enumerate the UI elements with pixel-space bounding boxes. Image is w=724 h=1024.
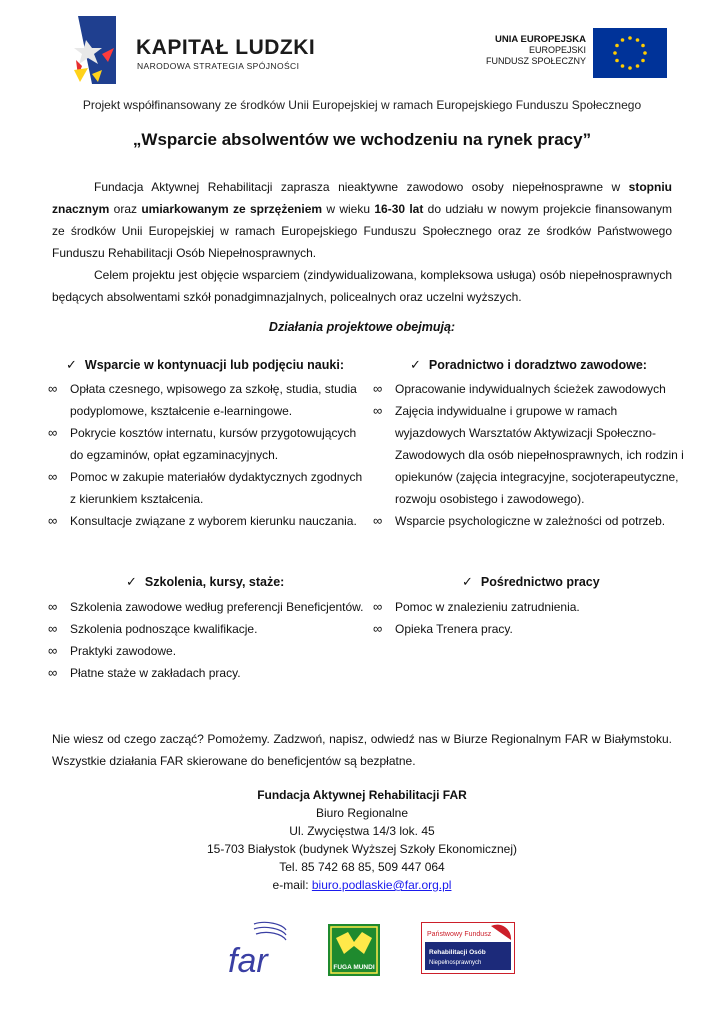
eu-star-icon <box>615 44 619 48</box>
list-item <box>48 466 366 510</box>
list-item <box>373 618 691 640</box>
training-list <box>48 596 366 684</box>
pfron-line-3: Niepełnosprawnych <box>429 960 482 966</box>
intro-emphasis: umiarkowanym ze sprzężeniem <box>141 202 323 216</box>
eu-line-2: EUROPEJSKI <box>528 45 586 55</box>
eu-flag-icon <box>593 28 667 78</box>
contact-email-link[interactable]: biuro.podlaskie@far.org.pl <box>311 878 452 892</box>
list-item-text: Konsultacje związane z wyborem kierunku nauczania. <box>70 514 357 528</box>
infinity-bullet-icon: ∞ <box>373 599 383 614</box>
list-item <box>48 618 366 640</box>
infinity-bullet-icon: ∞ <box>48 425 58 440</box>
eu-star-icon <box>615 59 619 63</box>
list-item-text: Szkolenia podnoszące kwalifikacje. <box>70 622 258 636</box>
contact-office: Biuro Regionalne <box>315 806 409 820</box>
outro-paragraph: Nie wiesz od czego zacząć? Pomożemy. Zadzwoń, napisz, odwiedź nas w Biurze Regionalnym FAR w Białymstoku. Wszystkie działania FAR skierowane do beneficjentów są bezpłatne. <box>52 732 672 768</box>
contact-phone: Tel. 85 742 68 85, 509 447 064 <box>279 860 445 874</box>
list-item-text: Pomoc w znalezieniu zatrudnienia. <box>395 600 580 614</box>
infinity-bullet-icon: ∞ <box>373 513 383 528</box>
list-item-text: Opłata czesnego, wpisowego za szkołę, studia, studia podyplomowe, kształcenie e-learningowe. <box>70 382 357 418</box>
list-item <box>373 510 691 532</box>
eu-star-icon <box>621 38 625 42</box>
infinity-bullet-icon: ∞ <box>48 469 58 484</box>
eu-star-icon <box>636 38 640 42</box>
checkmark-icon: ✓ <box>410 357 421 372</box>
pfron-line-2: Rehabilitacji Osób <box>429 949 486 956</box>
list-item-text: Płatne staże w zakładach pracy. <box>70 666 241 680</box>
contact-street: Ul. Zwycięstwa 14/3 lok. 45 <box>289 824 435 838</box>
actions-heading: Działania projektowe obejmują: <box>268 320 456 334</box>
intro-text: Fundacja Aktywnej Rehabilitacji zaprasza nieaktywne zawodowo osoby niepełnosprawne w <box>94 180 629 194</box>
intro-text: do udziału w nowym projekcie finansowanym ze środków Unii Europejskiej w ramach Europejskiego Funduszu Społecznego oraz ze środków Państwowego Funduszu Rehabilitacji Osób Niepełnosprawnych. <box>52 202 673 260</box>
fuga-logo-text: FUGA MUNDI <box>333 964 375 971</box>
education-list <box>48 378 366 532</box>
list-item-text: Pokrycie kosztów internatu, kursów przygotowujących do egzaminów, opłat egzaminacyjnych. <box>70 426 357 462</box>
section-heading-counseling <box>410 357 647 373</box>
section-heading-education <box>66 357 344 373</box>
eu-star-icon <box>641 59 645 63</box>
intro-emphasis: stopniu znacznym <box>52 180 672 216</box>
checkmark-icon: ✓ <box>462 574 473 589</box>
infinity-bullet-icon: ∞ <box>48 513 58 528</box>
page-title: „Wsparcie absolwentów we wchodzeniu na rynek pracy” <box>132 130 592 149</box>
contact-email-line <box>0 876 724 894</box>
cofinancing-note: Projekt współfinansowany ze środków Unii Europejskiej w ramach Europejskiego Funduszu Społecznego <box>82 98 642 112</box>
kapital-ludzki-logo-icon <box>72 14 120 86</box>
list-item <box>373 596 691 618</box>
fuga-mundi-logo-icon <box>328 924 380 976</box>
list-item-text: Praktyki zawodowe. <box>70 644 177 658</box>
list-item-text: Szkolenia zawodowe według preferencji Beneficjentów. <box>70 600 364 614</box>
infinity-bullet-icon: ∞ <box>373 403 383 418</box>
pfron-line-1: Państwowy Fundusz <box>427 931 492 938</box>
eu-star-icon <box>628 36 632 40</box>
list-item-text: Opracowanie indywidualnych ścieżek zawodowych <box>395 382 666 396</box>
list-item <box>48 596 366 618</box>
list-item <box>48 640 366 662</box>
list-item-text: Opieka Trenera pracy. <box>395 622 513 636</box>
intro-text: oraz <box>109 202 142 216</box>
list-item <box>373 378 691 400</box>
section-heading-label: Wsparcie w kontynuacji lub podjęciu nauki: <box>84 358 344 372</box>
logo-subtitle: NARODOWA STRATEGIA SPÓJNOŚCI <box>137 61 300 71</box>
section-heading-label: Pośrednictwo pracy <box>480 575 600 589</box>
contact-email-label: e-mail: <box>272 878 312 892</box>
intro-text: w wieku <box>322 202 375 216</box>
checkmark-icon: ✓ <box>126 574 137 589</box>
eu-line-3: FUNDUSZ SPOŁECZNY <box>485 56 586 66</box>
logo-title: KAPITAŁ LUDZKI <box>136 36 316 59</box>
infinity-bullet-icon: ∞ <box>373 381 383 396</box>
list-item <box>373 400 691 510</box>
intro-paragraph-1 <box>52 176 672 264</box>
infinity-bullet-icon: ∞ <box>48 599 58 614</box>
eu-star-icon <box>641 44 645 48</box>
placement-list <box>373 596 691 640</box>
eu-star-icon <box>613 51 617 55</box>
section-heading-label: Szkolenia, kursy, staże: <box>144 575 285 589</box>
infinity-bullet-icon: ∞ <box>48 621 58 636</box>
intro-paragraph-2: Celem projektu jest objęcie wsparciem (zindywidualizowana, kompleksowa usługa) osób niepełnosprawnych będących absolwentami szkół ponadgimnazjalnych, policealnych oraz uczelni wyższych. <box>52 268 672 304</box>
section-heading-placement <box>462 574 600 590</box>
eu-star-icon <box>636 64 640 68</box>
section-heading-training <box>126 574 284 590</box>
list-item-text: Zajęcia indywidualne i grupowe w ramach wyjazdowych Warsztatów Aktywizacji Społeczno-Zawodowych dla osób niepełnosprawnych, ich rodzin i opiekunów (zajęcia integracyjne, socjoterapeutyczne, rozwoju osobistego i zawodowego). <box>395 404 684 506</box>
eu-line-1: UNIA EUROPEJSKA <box>495 34 586 45</box>
list-item <box>48 422 366 466</box>
list-item-text: Wsparcie psychologiczne w zależności od potrzeb. <box>395 514 666 528</box>
contact-city: 15-703 Białystok (budynek Wyższej Szkoły Ekonomicznej) <box>206 842 518 856</box>
eu-text-block <box>486 34 586 67</box>
infinity-bullet-icon: ∞ <box>373 621 383 636</box>
far-logo-icon <box>224 920 294 978</box>
intro-emphasis: 16-30 lat <box>374 202 424 216</box>
contact-block <box>0 786 724 894</box>
infinity-bullet-icon: ∞ <box>48 665 58 680</box>
contact-org: Fundacja Aktywnej Rehabilitacji FAR <box>257 788 467 802</box>
list-item <box>48 510 366 532</box>
checkmark-icon: ✓ <box>66 357 77 372</box>
counseling-list <box>373 378 691 532</box>
far-logo-text: far <box>228 942 268 978</box>
infinity-bullet-icon: ∞ <box>48 643 58 658</box>
list-item <box>48 662 366 684</box>
eu-star-icon <box>628 66 632 70</box>
pfron-logo-icon <box>421 922 515 974</box>
infinity-bullet-icon: ∞ <box>48 381 58 396</box>
list-item-text: Pomoc w zakupie materiałów dydaktycznych zgodnych z kierunkiem kształcenia. <box>70 470 363 506</box>
list-item <box>48 378 366 422</box>
section-heading-label: Poradnictwo i doradztwo zawodowe: <box>428 358 647 372</box>
eu-star-icon <box>621 64 625 68</box>
eu-star-icon <box>643 51 647 55</box>
